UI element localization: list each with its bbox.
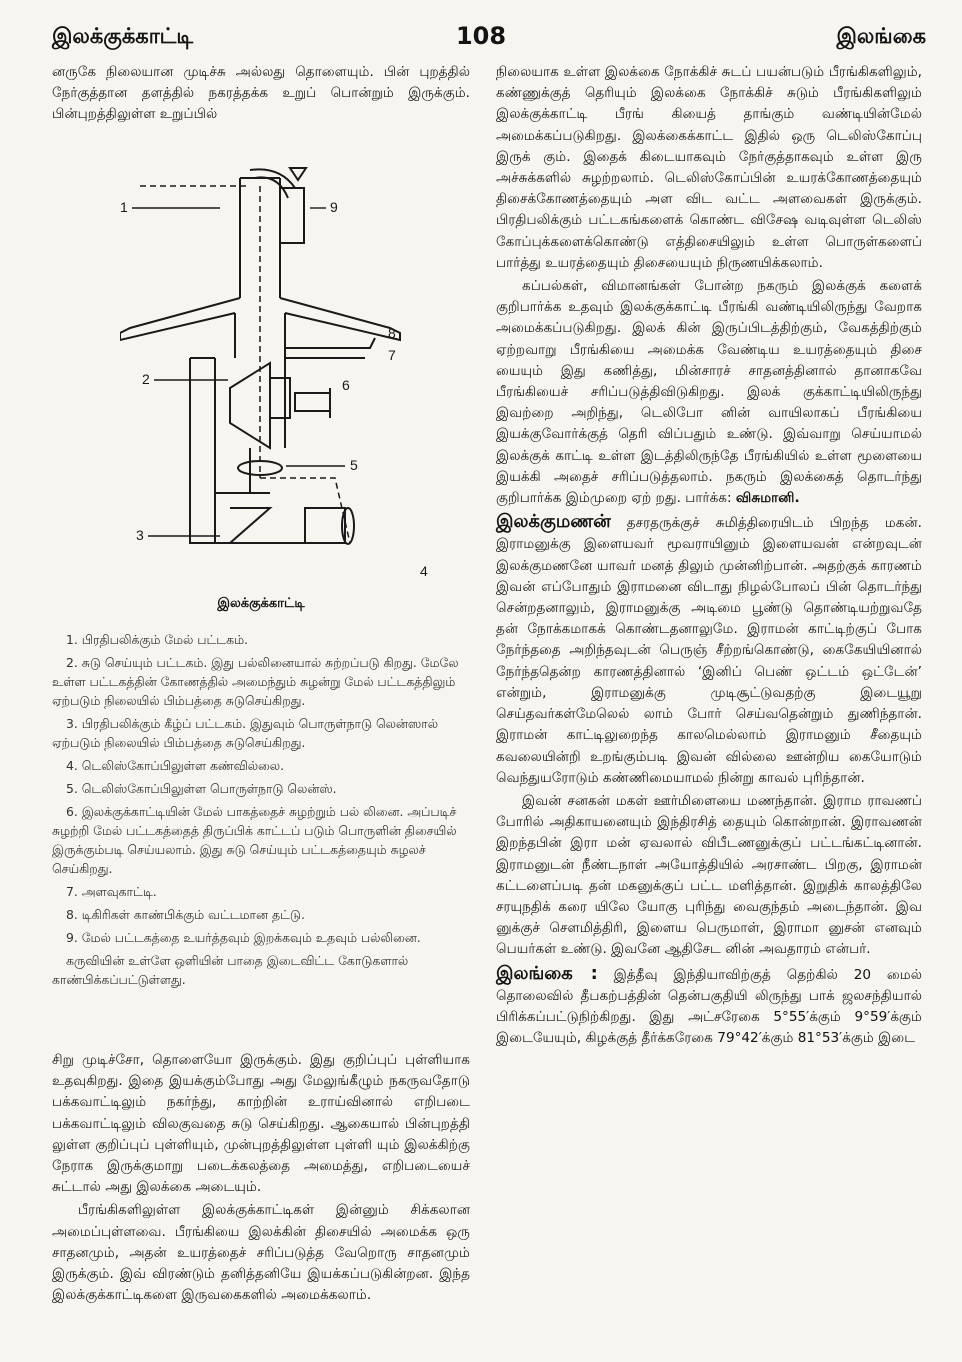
gun-sight-diagram — [120, 148, 450, 608]
svg-text:6: 6 — [342, 377, 350, 393]
paragraph: நிலையாக உள்ள இலக்கை நோக்கிச் சுடப் பயன்படும் பீரங்கிகளிலும், கண்ணுக்குத் தெரியும் இலக்கை நோக்கிச் சுடும் பீரங்கிகளிலும் இலக்குக்காட்டி பீரங் கியைத் தாங்கும் வண்டியின்மேல் அமைக்கப்படுகிறது. இலக்கைக்காட்ட இதில் ஒரு டெலிஸ்கோப்பு இருக் கும். இதைக் கிடையாகவும் நேர்குத்தாகவும் உள்ள இரு அச்சுக்களில் சுழற்றலாம். டெலிஸ்கோப்பின் உயரக்கோணத்தையும் திசைக்கோணத்தையும் அள விட வட்ட அளவைகள் இருக்கும். பிரதிபலிக்கும் பட்டகங்களைக் கொண்ட விசேஷ வடிவுள்ள டெலிஸ் கோப்புக்களைக்கொண்டு எத்திசையிலும் உள்ள பொருள்களைப் பார்த்து உயரத்தையும் திசையையும் நிருணயிக்கலாம். — [496, 64, 922, 271]
paragraph: பீரங்கிகளிலுள்ள இலக்குக்காட்டிகள் இன்னும் சிக்கலான அமைப்புள்ளவை. பீரங்கியை இலக்கின் திசையில் அமைக்க ஒரு சாதனமும், அதன் உயரத்தைச் சரிப்படுத்த வேறொரு சாதனமும் இருக்கும். இவ் விரண்டும் தனித்தனியே இயக்கப்படுகின்றன. இந்த இலக்குக்காட்டிகளை இருவகைகளில் அமைக்கலாம். — [52, 1202, 470, 1304]
paragraph: சிறு முடிச்சோ, தொளையோ இருக்கும். இது குறிப்புப் புள்ளியாக உதவுகிறது. இதை இயக்கும்போது அது மேலுங்கீழும் நகருவதோடு பக்கவாட்டிலும் நகர்ந்து, காற்றின் உராய்வினால் எறிபடை பக்கவாட்டிலும் விலகுவதை சுடு செய்கிறது. ஆகையால் பின்புறத்தி லுள்ள குறிப்புப் புள்ளியும், முன்புறத்திலுள்ள புள்ளி யும் இலக்கிற்கு நேராக இருக்குமாறு படைக்கலத்தை அமைத்து, எறிபடையைச் சுட்டால் அது இலக்கை அடையும். — [52, 1052, 470, 1196]
svg-text:3: 3 — [136, 527, 144, 543]
svg-text:9: 9 — [330, 199, 338, 215]
legend-item: 5. டெலிஸ்கோப்பிலுள்ள பொருள்நாடு லென்ஸ். — [66, 781, 337, 796]
svg-text:7: 7 — [388, 347, 396, 363]
entry-text: இத்தீவு இந்தியாவிற்குத் தெற்கில் 20 மைல் தொலைவில் தீபகற்பத்தின் தென்பகுதியி லிருந்து பாக் ஜலசந்தியால் பிரிக்கப்பட்டுநிற்கிறது. இது அட்சரேகை 5°55′க்கும் 9°59′க்கும் இடையேயும், கிழக்குத் தீர்க்கரேகை 79°42′க்கும் 81°53′க்கும் இடை — [496, 966, 922, 1047]
svg-text:8: 8 — [388, 325, 396, 341]
legend-item: 6. இலக்குக்காட்டியின் மேல் பாகத்தைச் சுழற்றும் பல் லினை. அப்படிச் சுழற்றி மேல் பட்டகத்தைத் திருப்பிக் காட்டப் படும் பொருளின் திசையில் இருக்கும்படி செய்யலாம். இது சுடு செய்யும் பட்டகத்தையும் சுழலச் செய்கிறது. — [52, 804, 457, 876]
figure-caption: இலக்குக்காட்டி — [217, 596, 305, 611]
legend-item: 3. பிரதிபலிக்கும் கீழ்ப் பட்டகம். இதுவும் பொருள்நாடு லென்ஸால் ஏற்படும் நிலையில் பிம்பத்தை சுடுசெய்கிறது. — [52, 716, 439, 750]
paragraph — [496, 276, 922, 509]
legend-item: 2. சுடு செய்யும் பட்டகம். இது பல்லினையால் சுற்றப்படு கிறது. மேலே உள்ள பட்டகத்தின் கோணத்தில் அமைந்தும் சுழன்று மேல் பட்டகத்திலும் ஏற்படும் நிலையில் பிம்பத்தை சுடுசெய்கிறது. — [52, 655, 459, 708]
entry-text: தசரதருக்குச் சுமித்திரையிடம் பிறந்த மகன். இராமனுக்கு இளையவர் மூவராயினும் இளையவன் என்றவுடன் இலக்குமணனே யாவர் மனத் திலும் முன்னிற்பான். அதற்குக் காரணம் இவன் எப்போதும் இராமனை விடாது நிழல்போலப் பின் தொடர்ந்து சென்றதனாலும், இராமனுக்கு அடிமை பூண்டு தொண்டியற்றுவதே தன் நோக்கமாகக் கொண்டதனாலுமே. இராமன் காட்டிற்குப் போக நேர்ந்ததை அறிந்தவுடன் பெருஞ் சீற்றங்கொண்டு, கைகேயியினால் நேர்ந்ததென்ற காரணத்தினால் ‘இனிப் பெண் ஒட்டம் ஒட்டேன்’ என்றும், இராமனுக்கு முடிசூட்டுவதற்கு இடையூறு செய்தவர்கள்மேலெல் லாம் போர் செய்வதென்றும் துணிந்தான். இராமன் காட்டிலுறைந்த காலமெல்லாம் இராமனும் சீதையும் கவலையின்றி உறங்கும்படி இவன் வில்லை ஊன்றிய கையோடும் வெந்துயரோடும் கண்ணிமையாமல் நின்று காவல் புரிந்தான். — [496, 515, 923, 786]
paragraph-text: கப்பல்கள், விமானங்கள் போன்ற நகரும் இலக்குக் களைக் குறிபார்க்க உதவும் இலக்குக்காட்டி பீரங்கி வண்டியிலிருந்து வேறாக அமைக்கப்படுகிறது. இலக் கின் இருப்பிடத்திற்கும், வேகத்திற்கும் ஏற்றவாறு பீரங்கியை அமைக்க வேண்டிய உயரத்தையும் திசை யையும் இது கணித்து, மின்சாரச் சாதனத்தினால் தானாகவே பீரங்கியைச் சரிப்படுத்திவிடுகிறது. இலக் குக்காட்டியிலிருந்து இவற்றை அறிந்து, டெலிபோ னின் வாயிலாகப் பீரங்கியை இயக்குவோர்க்குத் தெரி விப்பதும் உண்டு. இவ்வாறு செய்யாமல் இலக்குக் காட்டி உள்ள இடத்திலிருந்தே பீரங்கியில் உள்ள மூளையை இயக்கி அதைச் சரிப்படுத்தலாம். நகரும் இலக்கைத் தொடர்ந்து குறிபார்க்க இம்முறை ஏற் றது. — [496, 278, 922, 507]
running-title-right: இலங்கை — [836, 24, 926, 48]
entry-ilakkumanan — [496, 511, 922, 789]
paragraph: இவன் சனகன் மகள் ஊர்மிளையை மணந்தான். இராம ராவணப் போரில் அதிகாயனையும் இந்திரசித் தையும் கொன்றான். இராவணன் இறந்தபின் இரா மன் ஏவலால் விபீடணனுக்குப் பட்டங்கட்டினான். இராமனுடன் நீண்டநாள் அயோத்தியில் அரசாண்ட பிறகு, இராமன் கட்டளைப்படி தன் மகனுக்குப் பட்ட மளித்தான். இறுதிக் காலத்திலே சரயுநதிக் கரை யிலே யோகு புரிந்து வைகுந்தம் அடைந்தான். இவ னுக்குச் சௌமித்திரி, இளைய பெருமாள், இராமா னுசன் எனவும் பெயர்கள் உண்டு. இவனே ஆதிசேட னின் அவதாரம் என்பர். — [496, 792, 922, 958]
see-also-label: பார்க்க: — [685, 490, 732, 507]
figure-legend — [52, 630, 470, 993]
legend-item: 9. மேல் பட்டகத்தை உயர்த்தவும் இறக்கவும் உதவும் பல்லினை. — [66, 930, 421, 945]
running-title-left: இலக்குக்காட்டி — [52, 24, 194, 48]
page-number: 108 — [455, 22, 507, 50]
legend-item: 4. டெலிஸ்கோப்பிலுள்ள கண்வில்லை. — [66, 758, 285, 773]
legend-item: கருவியின் உள்ளே ஒளியின் பாதை இடைவிட்ட கோடுகளால் காண்பிக்கப்பட்டுள்ளது. — [52, 953, 409, 987]
svg-text:5: 5 — [350, 457, 358, 473]
entry-headword: இலங்கை : — [496, 962, 598, 984]
legend-item: 7. அளவுகாட்டி. — [66, 884, 157, 899]
see-also-ref: விசுமானி. — [735, 490, 800, 507]
svg-text:1: 1 — [120, 199, 128, 215]
entry-headword: இலக்குமணன் — [496, 511, 611, 533]
legend-item: 1. பிரதிபலிக்கும் மேல் பட்டகம். — [66, 632, 248, 647]
paragraph: னருகே நிலையான முடிச்சு அல்லது தொளையும். பின் புறத்தில் நேர்குத்தான தளத்தில் நகரத்தக்க உறுப் பொன்றும் இருக்கும். பின்புறத்திலுள்ள உறுப்பில் — [52, 64, 470, 123]
entry-ilangai — [496, 963, 922, 1050]
legend-item: 8. டிகிரிகள் காண்பிக்கும் வட்டமான தட்டு. — [66, 907, 305, 922]
right-column — [496, 62, 922, 1051]
left-column-top — [52, 62, 470, 128]
svg-text:4: 4 — [420, 563, 428, 579]
left-column-bottom — [52, 1050, 470, 1308]
svg-text:2: 2 — [142, 371, 150, 387]
